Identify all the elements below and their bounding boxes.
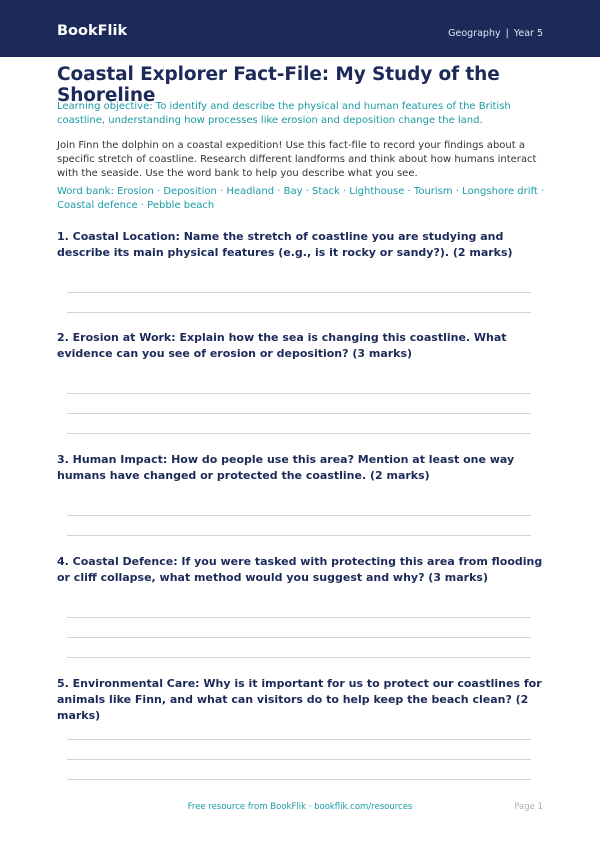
page-title: Coastal Explorer Fact-File: My Study of the Shoreline — [57, 64, 500, 106]
question-4: 4. Coastal Defence: If you were tasked with protecting this area from flooding or cliff collapse, what method would you suggest and why? (3 marks) — [57, 555, 543, 584]
answer-line[interactable] — [67, 779, 531, 780]
subject-meta — [448, 28, 543, 39]
question-3: 3. Human Impact: How do people use this area? Mention at least one way humans have changed or protected the coastline. (2 marks) — [57, 453, 515, 482]
answer-line[interactable] — [67, 433, 531, 434]
question-1: 1. Coastal Location: Name the stretch of coastline you are studying and describe its main physical features (e.g., is it rocky or sandy?). (2 marks) — [57, 230, 513, 259]
footer-resource-link[interactable]: Free resource from BookFlik · bookflik.com/resources — [187, 802, 413, 812]
word-bank: Word bank: Erosion · Deposition · Headland · Bay · Stack · Lighthouse · Tourism · Longshore drift · Coastal defence · Pebble beach — [57, 186, 545, 211]
answer-line[interactable] — [67, 739, 531, 740]
answer-line[interactable] — [67, 759, 531, 760]
answer-line[interactable] — [67, 617, 531, 618]
header-bar — [0, 0, 600, 57]
question-5: 5. Environmental Care: Why is it important for us to protect our coastlines for animals like Finn, and what can visitors do to help keep the beach clean? (2 marks) — [57, 677, 542, 722]
brand-logo[interactable]: BookFlik — [57, 23, 128, 39]
learning-objective: Learning objective: To identify and describe the physical and human features of the British coastline, understanding how processes like erosion and deposition change the land. — [57, 101, 511, 126]
answer-line[interactable] — [67, 393, 531, 394]
meta-separator: | — [505, 28, 509, 39]
subject-label: Geography — [448, 28, 501, 39]
answer-line[interactable] — [67, 535, 531, 536]
answer-line[interactable] — [67, 413, 531, 414]
answer-line[interactable] — [67, 637, 531, 638]
answer-line[interactable] — [67, 657, 531, 658]
answer-line[interactable] — [67, 515, 531, 516]
answer-line[interactable] — [67, 292, 531, 293]
page-number: Page 1 — [514, 802, 543, 812]
year-label: Year 5 — [513, 28, 543, 39]
question-2: 2. Erosion at Work: Explain how the sea is changing this coastline. What evidence can you see of erosion or deposition? (3 marks) — [57, 331, 507, 360]
intro-paragraph: Join Finn the dolphin on a coastal expedition! Use this fact-file to record your findings about a specific stretch of coastline. Research different landforms and think about how humans interact with the seaside. Use the word bank to help you describe what you see. — [57, 140, 537, 179]
answer-line[interactable] — [67, 312, 531, 313]
